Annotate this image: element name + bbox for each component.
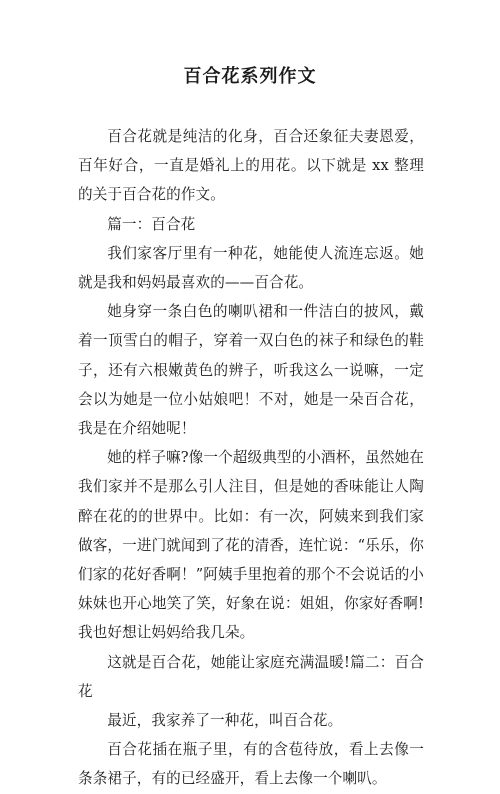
paragraph-heading-part-one: 篇一：百合花 (107, 215, 196, 233)
paragraph-vase: 百合花插在瓶子里，有的含苞待放，看上去像一条条裙子，有的已经盛开，看上去像一个喇叭。 (78, 741, 424, 788)
paragraph-intro: 百合花就是纯洁的化身，百合还象征夫妻恩爱，百年好合，一直是婚礼上的用花。以下就是 xx 整理的关于百合花的作文。 (78, 128, 424, 204)
paragraph-living-room: 我们家客厅里有一种花，她能使人流连忘返。她就是我和妈妈最喜欢的——百合花。 (78, 244, 424, 292)
paragraph-appearance: 她身穿一条白色的喇叭裙和一件洁白的披风，戴着一顶雪白的帽子，穿着一双白色的袜子和绿色的鞋子，还有六根嫩黄色的辨子，听我这么一说嘛，一定会以为她是一位小姑娘吧！不对，她是一朵百合花，我是在介绍她呢！ (78, 303, 424, 438)
paragraph-conclusion-part-two: 这就是百合花，她能让家庭充满温暖!篇二：百合花 (78, 653, 424, 700)
paragraph-fragrance: 她的样子嘛?像一个超级典型的小酒杯，虽然她在我们家并不是那么引人注目，但是她的香味能让人陶醉在花的的世界中。比如：有一次，阿姨来到我们家做客，一进门就闻到了花的清香，连忙说：“乐乐，你们家的花好香啊！”阿姨手里抱着的那个不会说话的小妹妹也开心地笑了笑，好象在说：姐姐，你家好香啊!我也好想让妈妈给我几朵。 (78, 449, 424, 642)
document-title: 百合花系列作文 (183, 66, 317, 87)
document-body (78, 122, 424, 794)
paragraph-recently: 最近，我家养了一种花，叫百合花。 (107, 712, 343, 730)
